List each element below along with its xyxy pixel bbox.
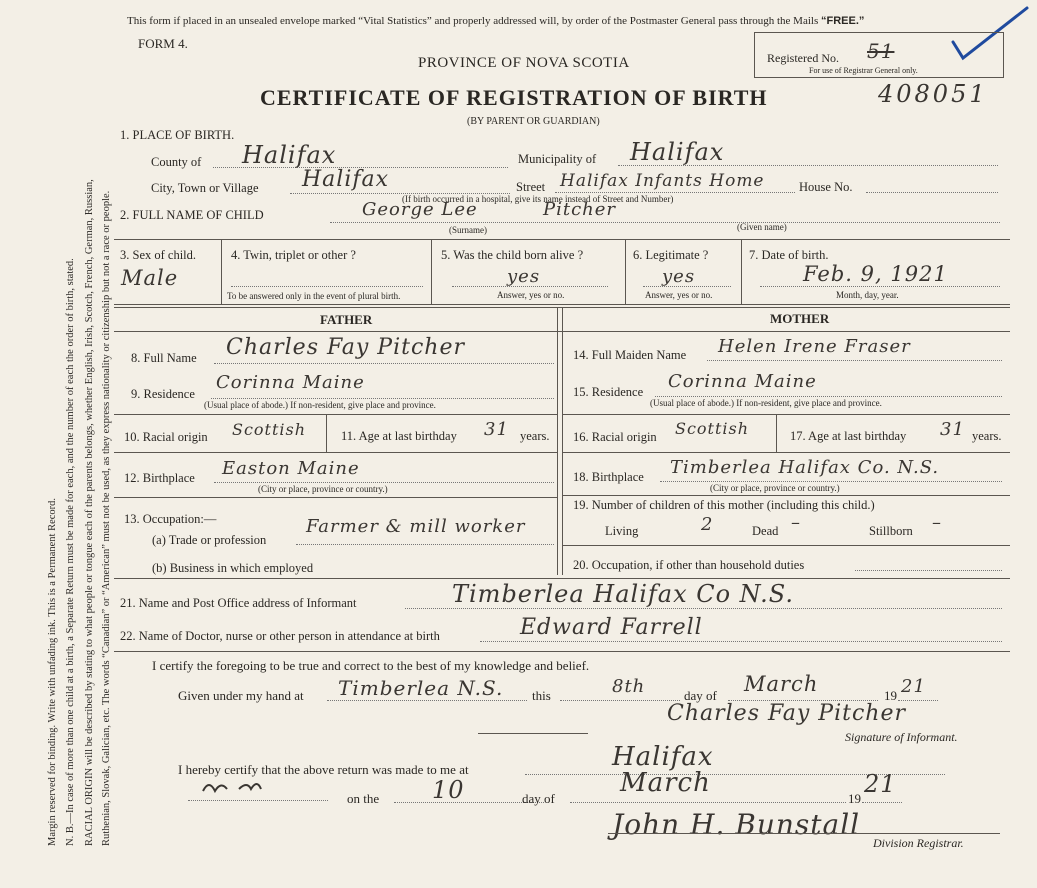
mother-residence-value: Corinna Maine (668, 371, 817, 392)
dob-line (760, 286, 1000, 287)
mother-occupation-line (855, 570, 1002, 571)
divider (114, 304, 1010, 305)
divider (114, 414, 557, 415)
doctor-label: 22. Name of Doctor, nurse or other person in attendance at birth (120, 629, 440, 643)
divider (114, 452, 557, 453)
divider (431, 239, 432, 304)
registrar-signature: John H. Bunstall (612, 808, 861, 841)
child-given-name: George Lee (362, 199, 478, 220)
registrar-note: For use of Registrar General only. (809, 66, 918, 75)
given-label: Given under my hand at (178, 688, 304, 703)
registrar-label: Division Registrar. (873, 836, 964, 850)
mother-years-label: years. (972, 429, 1002, 443)
mother-racial-label: 16. Racial origin (573, 430, 657, 444)
return-day-value: 10 (432, 776, 465, 804)
registration-box (754, 32, 1004, 78)
father-years-label: years. (520, 429, 550, 443)
month-value: March (744, 672, 819, 696)
divider (326, 414, 327, 452)
father-name-value: Charles Fay Pitcher (226, 335, 465, 360)
divider (114, 239, 1010, 240)
mother-age-label: 17. Age at last birthday (790, 429, 907, 443)
father-name-label: 8. Full Name (131, 351, 197, 365)
day-line (560, 700, 680, 701)
divider (114, 651, 1010, 652)
house-label: House No. (799, 180, 853, 194)
father-residence-note: (Usual place of abode.) If non-resident, give place and province. (204, 400, 436, 410)
mother-birthplace-label: 18. Birthplace (573, 470, 644, 484)
dob-label: 7. Date of birth. (749, 248, 829, 262)
hospital-note: (If birth occurred in a hospital, give its name instead of Street and Number) (402, 194, 674, 204)
divider (114, 497, 557, 498)
alive-note: Answer, yes or no. (497, 290, 565, 300)
city-value: Halifax (302, 167, 390, 192)
twin-line (231, 286, 423, 287)
county-value: Halifax (242, 141, 337, 169)
province-heading: PROVINCE OF NOVA SCOTIA (418, 55, 630, 71)
father-birthplace-line (214, 482, 554, 483)
divider (562, 452, 1010, 453)
on-the-label: on the (347, 791, 380, 806)
doctor-line (480, 641, 1002, 642)
place-of-birth-label: 1. PLACE OF BIRTH. (120, 128, 235, 142)
informant-line (405, 608, 1002, 609)
sex-label: 3. Sex of child. (120, 248, 197, 262)
father-occupation-label: 13. Occupation:— (124, 512, 217, 526)
subtitle: (BY PARENT OR GUARDIAN) (467, 116, 600, 127)
mother-stillborn-value: – (932, 512, 942, 533)
margin-note-binding: Margin reserved for binding. Write with unfading ink. This is a Permanent Record. (47, 497, 58, 846)
father-trade-label: (a) Trade or profession (152, 533, 267, 547)
day-of-label: day of (684, 688, 717, 703)
alive-value: yes (507, 266, 541, 287)
year2-line (862, 802, 902, 803)
year-prefix: 19 (884, 688, 897, 703)
mother-name-line (707, 360, 1002, 361)
divider (114, 331, 1010, 332)
registrar-initials-icon (199, 777, 289, 799)
mail-notice (127, 15, 864, 27)
mother-living-value: 2 (701, 514, 714, 535)
divider (562, 545, 1010, 546)
margin-note-racial: RACIAL ORIGIN will be described by stating to what people or tongue each of the parents belongs, whether English, Irish, Scotch, French, German, Russian, (84, 179, 95, 846)
child-surname: Pitcher (543, 199, 617, 220)
mother-residence-note: (Usual place of abode.) If non-resident, give place and province. (650, 398, 882, 408)
municipality-value: Halifax (630, 138, 725, 166)
divider (478, 733, 588, 734)
dob-note: Month, day, year. (836, 290, 899, 300)
margin-note-racial-2: Ruthenian, Slovak, Galician, etc. The words “Canadian” or “American” must not be used, as they express nationality or citizenship but not a race or people. (101, 190, 112, 846)
divider (562, 414, 1010, 415)
year2-value: 21 (864, 770, 897, 798)
return-place-value: Halifax (612, 742, 714, 772)
day-of-label-2: day of (522, 791, 555, 806)
mother-racial-value: Scottish (675, 419, 750, 438)
doctor-value: Edward Farrell (520, 615, 703, 640)
free-label: “FREE.” (820, 15, 865, 27)
father-residence-label: 9. Residence (131, 387, 195, 401)
certificate-number: 408051 (878, 80, 988, 108)
divider (625, 239, 626, 304)
county-label: County of (151, 155, 202, 169)
child-name-label: 2. FULL NAME OF CHILD (120, 208, 264, 222)
given-name-note: (Given name) (737, 222, 787, 232)
father-racial-value: Scottish (232, 420, 307, 439)
father-age-value: 31 (484, 419, 509, 440)
dob-value: Feb. 9, 1921 (803, 262, 948, 286)
informant-signature: Charles Fay Pitcher (667, 701, 906, 726)
mother-residence-label: 15. Residence (573, 385, 644, 399)
informant-label: 21. Name and Post Office address of Informant (120, 596, 357, 610)
mother-birthplace-value: Timberlea Halifax Co. N.S. (670, 457, 940, 478)
margin-note-nb: N. B.—In case of more than one child at a birth, a Separate Return must be made for each, and the number of each the order of birth, stated. (65, 258, 76, 846)
this-label: this (532, 688, 551, 703)
return-month-value: March (620, 768, 711, 798)
given-place-line (327, 700, 527, 701)
informant-signature-label: Signature of Informant. (845, 730, 958, 744)
initials-line (188, 800, 328, 801)
child-name-line (330, 222, 1000, 223)
mother-children-label: 19. Number of children of this mother (including this child.) (573, 498, 875, 512)
sex-value: Male (121, 266, 179, 290)
mother-occupation-label: 20. Occupation, if other than household duties (573, 558, 805, 572)
registered-number: 51 (867, 39, 895, 63)
house-line (866, 192, 998, 193)
page-title: CERTIFICATE OF REGISTRATION OF BIRTH (260, 85, 768, 110)
father-heading: FATHER (320, 312, 373, 327)
father-birthplace-value: Easton Maine (222, 458, 360, 479)
mother-birthplace-line (660, 481, 1002, 482)
legitimate-value: yes (662, 266, 696, 287)
alive-label: 5. Was the child born alive ? (441, 248, 584, 262)
street-label: Street (516, 180, 546, 194)
divider (741, 239, 742, 304)
legitimate-label: 6. Legitimate ? (633, 248, 709, 262)
surname-note: (Surname) (449, 225, 487, 235)
year2-prefix: 19 (848, 791, 861, 806)
divider (221, 239, 222, 304)
divider (557, 307, 558, 575)
father-birthplace-note: (City or place, province or country.) (258, 484, 388, 494)
father-racial-label: 10. Racial origin (124, 430, 208, 444)
registered-label: Registered No. (767, 51, 839, 65)
mother-living-label: Living (605, 524, 639, 538)
street-value: Halifax Infants Home (560, 171, 765, 191)
informant-value: Timberlea Halifax Co N.S. (452, 580, 794, 608)
father-trade-value: Farmer & mill worker (306, 516, 526, 537)
return-label: I hereby certify that the above return was made to me at (178, 762, 469, 777)
given-place-value: Timberlea N.S. (338, 676, 504, 700)
father-age-label: 11. Age at last birthday (341, 429, 457, 443)
certify-text: I certify the foregoing to be true and correct to the best of my knowledge and belief. (152, 658, 590, 673)
legitimate-note: Answer, yes or no. (645, 290, 713, 300)
mother-name-value: Helen Irene Fraser (718, 336, 911, 357)
father-business-label: (b) Business in which employed (152, 561, 314, 575)
mother-age-value: 31 (940, 419, 965, 440)
father-name-line (214, 363, 554, 364)
municipality-label: Municipality of (518, 152, 597, 166)
divider (562, 495, 1010, 496)
mother-stillborn-label: Stillborn (869, 524, 913, 538)
return-month-line (570, 802, 846, 803)
father-residence-value: Corinna Maine (216, 372, 365, 393)
mother-name-label: 14. Full Maiden Name (573, 348, 687, 362)
city-label: City, Town or Village (151, 181, 259, 195)
father-residence-line (211, 398, 554, 399)
divider (776, 414, 777, 452)
father-birthplace-label: 12. Birthplace (124, 471, 195, 485)
mother-birthplace-note: (City or place, province or country.) (710, 483, 840, 493)
mail-notice-text: This form if placed in an unsealed envelope marked “Vital Statistics” and properly addressed will, by order of the Postmaster General pass through the Mails (127, 15, 819, 27)
divider (562, 307, 563, 575)
divider (608, 833, 1000, 834)
mother-dead-value: – (791, 512, 801, 533)
twin-label: 4. Twin, triplet or other ? (231, 248, 356, 262)
father-trade-line (296, 544, 554, 545)
twin-note: To be answered only in the event of plural birth. (227, 291, 401, 301)
mother-heading: MOTHER (770, 311, 830, 326)
divider (114, 578, 1010, 579)
day-value: 8th (612, 676, 646, 697)
year-value: 21 (901, 676, 926, 697)
mother-residence-line (655, 396, 1002, 397)
form-number: FORM 4. (138, 36, 188, 51)
mother-dead-label: Dead (752, 524, 779, 538)
street-line (555, 192, 795, 193)
